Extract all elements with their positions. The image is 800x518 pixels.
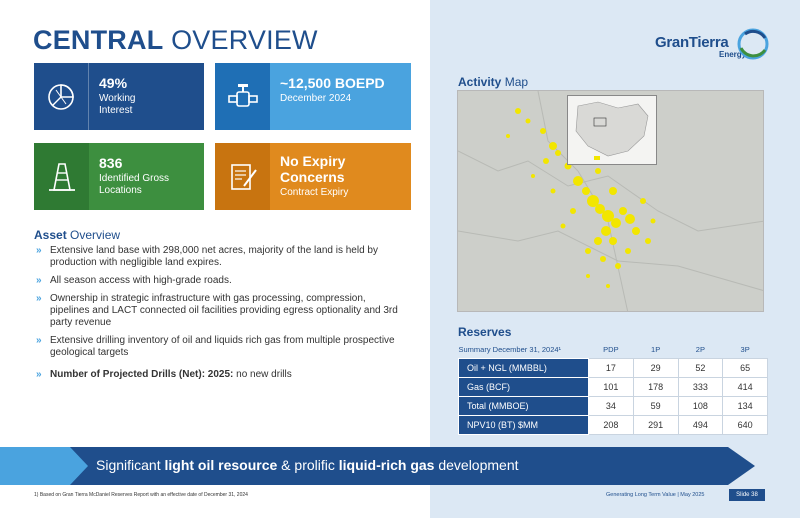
reserves-heading: Reserves (458, 325, 512, 339)
kpi-value: No Expiry (280, 153, 346, 169)
list-item: » Extensive land base with 298,000 net acres, majority of the land is held by production with negligible land expires. (34, 245, 404, 269)
table-cell: 52 (678, 358, 723, 377)
logo-text: GranTierra (655, 34, 729, 51)
kpi-production (215, 63, 411, 130)
kpi-locations (34, 143, 204, 210)
list-item: » Number of Projected Drills (Net): 2025: no new drills (34, 369, 404, 381)
table-cell: 208 (589, 415, 634, 434)
activity-map-heading: Activity Map (458, 75, 529, 89)
table-cell: 59 (633, 396, 678, 415)
row-label: NPV10 (BT) $MM (459, 415, 589, 434)
footnote: 1) Based on Gran Tierra McDaniel Reserves Report with an effective date of December 31, 2024 (34, 492, 248, 498)
table-header: 2P (695, 345, 705, 355)
company-logo (655, 26, 775, 66)
list-item: » Extensive drilling inventory of oil and liquids rich gas from multiple prospective geological targets (34, 335, 404, 359)
asset-bullet-list (34, 245, 404, 387)
row-label: Gas (BCF) (459, 377, 589, 396)
table-cell: 34 (589, 396, 634, 415)
logo-swirl-icon (735, 26, 771, 62)
kpi-value: Concerns (280, 169, 345, 185)
pie-chart-icon (34, 63, 89, 130)
list-item: » All season access with high-grade roads. (34, 275, 404, 287)
drilling-rig-icon (34, 143, 89, 210)
map-inset (567, 95, 657, 165)
list-item: » Ownership in strategic infrastructure with gas processing, compression, pipelines and LACT connected oil facilities providing egress optionality and 3rd party revenue (34, 293, 404, 329)
table-cell: 17 (589, 358, 634, 377)
kpi-label: Contract Expiry (280, 187, 349, 198)
kpi-label: Locations (99, 185, 142, 196)
kpi-value: 836 (99, 155, 123, 171)
row-label: Total (MMBOE) (459, 396, 589, 415)
table-cell: 414 (723, 377, 768, 396)
kpi-label: Interest (99, 105, 133, 116)
table-cell: 333 (678, 377, 723, 396)
row-label: Oil + NGL (MMBBL) (459, 358, 589, 377)
table-cell: 29 (633, 358, 678, 377)
kpi-value: 49% (99, 75, 128, 91)
table-cell: 640 (723, 415, 768, 434)
table-row (459, 358, 768, 377)
table-row (459, 377, 768, 396)
contract-pen-icon (215, 143, 270, 210)
slide-number: Slide 38 (729, 489, 765, 501)
table-header: Summary December 31, 2024¹ (458, 345, 562, 355)
reserves-table (458, 342, 768, 435)
table-header: 1P (651, 345, 661, 355)
banner-text: Significant light oil resource & prolific liquid-rich gas development (96, 457, 519, 473)
table-row (459, 415, 768, 434)
asset-overview-heading: Asset Overview (34, 228, 121, 242)
table-cell: 65 (723, 358, 768, 377)
table-cell: 178 (633, 377, 678, 396)
table-header: 3P (740, 345, 750, 355)
footer-tagline: Generating Long Term Value | May 2025 (606, 492, 705, 498)
table-cell: 494 (678, 415, 723, 434)
table-cell: 134 (723, 396, 768, 415)
kpi-label: Identified Gross (99, 173, 170, 184)
kpi-label: December 2024 (280, 93, 352, 104)
page-title: CENTRAL OVERVIEW (33, 25, 318, 55)
table-cell: 101 (589, 377, 634, 396)
table-header: PDP (603, 345, 619, 355)
logo-subtext: Energy (719, 50, 747, 59)
table-cell: 108 (678, 396, 723, 415)
kpi-contract-expiry (215, 143, 411, 210)
kpi-value: ~12,500 BOEPD (280, 75, 385, 91)
valve-pipe-icon (215, 63, 270, 130)
kpi-label: Working (99, 93, 136, 104)
kpi-working-interest (34, 63, 204, 130)
table-row (459, 396, 768, 415)
inset-map-graphic (568, 96, 656, 164)
table-cell: 291 (633, 415, 678, 434)
